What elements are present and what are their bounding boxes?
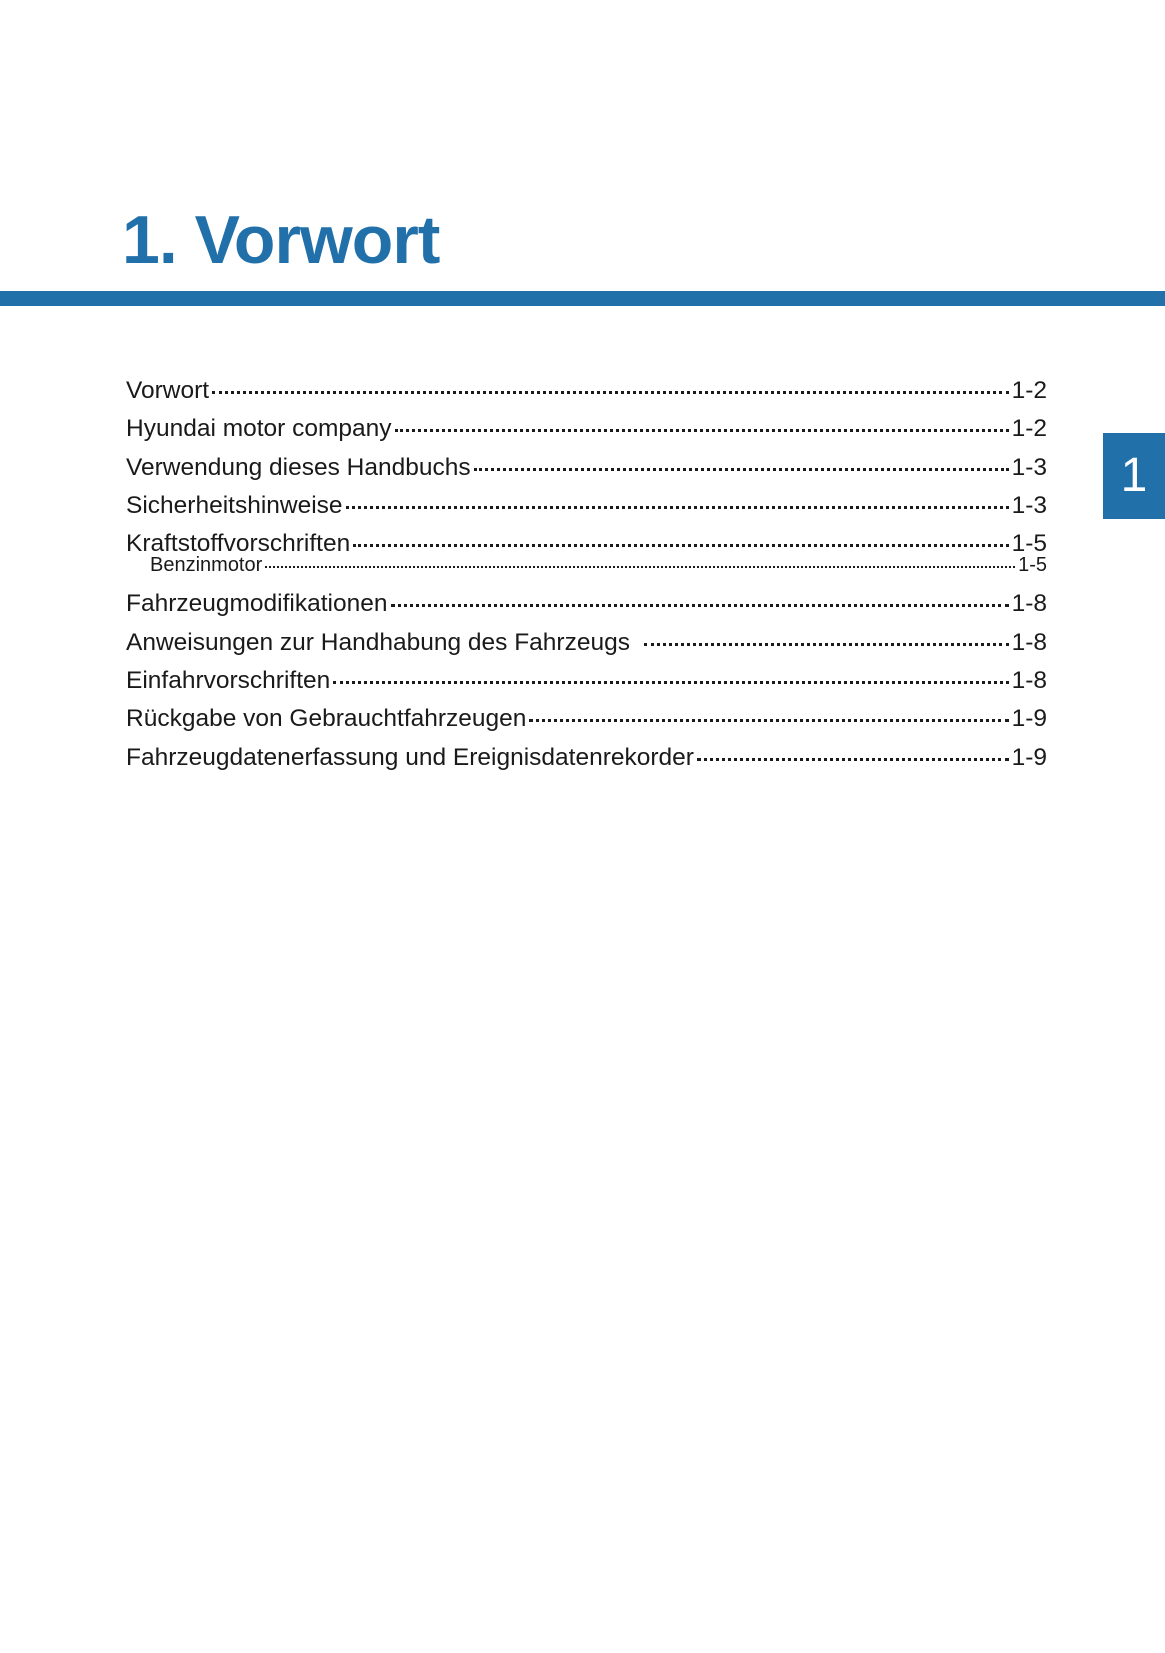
toc-entry-label: Benzinmotor bbox=[150, 554, 263, 577]
dot-leader bbox=[265, 566, 1015, 568]
toc-entry-label: Hyundai motor company bbox=[126, 415, 392, 443]
toc-entry-page: 1-9 bbox=[1011, 705, 1047, 733]
dot-leader bbox=[212, 391, 1009, 394]
toc-entry-page: 1-5 bbox=[1018, 554, 1047, 577]
toc-entry-fahrzeugmodifikationen[interactable] bbox=[126, 585, 1047, 623]
chapter-title: 1. Vorwort bbox=[122, 202, 440, 278]
toc-entry-label: Rückgabe von Gebrauchtfahrzeugen bbox=[126, 705, 527, 733]
dot-leader bbox=[333, 681, 1008, 684]
toc-entry-label: Kraftstoffvorschriften bbox=[126, 530, 351, 558]
toc-entry-label: Einfahrvorschriften bbox=[126, 667, 331, 695]
toc-entry-page: 1-2 bbox=[1011, 377, 1047, 404]
dot-leader bbox=[391, 604, 1009, 607]
dot-leader bbox=[529, 719, 1008, 722]
title-divider bbox=[0, 291, 1165, 306]
toc-entry-label: Sicherheitshinweise bbox=[126, 491, 343, 519]
toc-entry-page: 1-3 bbox=[1011, 453, 1047, 481]
toc-entry-page: 1-3 bbox=[1011, 491, 1047, 519]
toc-entry-hyundai-motor-company[interactable] bbox=[126, 410, 1047, 448]
toc-entry-label: Fahrzeugdatenerfassung und Ereignisdatenrekorder bbox=[126, 743, 694, 771]
dot-leader bbox=[353, 544, 1008, 547]
toc-entry-verwendung-dieses-handbuchs[interactable] bbox=[126, 449, 1047, 487]
dot-leader bbox=[474, 468, 1009, 471]
toc-entry-page: 1-8 bbox=[1011, 590, 1047, 618]
toc-entry-label: Anweisungen zur Handhabung des Fahrzeugs bbox=[126, 628, 630, 656]
toc-entry-page: 1-5 bbox=[1011, 530, 1047, 558]
dot-leader bbox=[644, 643, 1009, 646]
toc-entry-sicherheitshinweise[interactable] bbox=[126, 487, 1047, 525]
toc-entry-label: Vorwort bbox=[126, 377, 210, 404]
chapter-tab[interactable]: 1 bbox=[1103, 433, 1165, 519]
dot-leader bbox=[395, 429, 1009, 432]
toc-entry-page: 1-8 bbox=[1011, 628, 1047, 656]
toc-entry-page: 1-9 bbox=[1011, 743, 1047, 771]
toc-entry-rueckgabe-gebrauchtfahrzeugen[interactable] bbox=[126, 700, 1047, 738]
dot-leader bbox=[697, 758, 1009, 761]
toc-entry-label: Fahrzeugmodifikationen bbox=[126, 590, 388, 618]
toc-entry-label: Verwendung dieses Handbuchs bbox=[126, 453, 471, 481]
toc-entry-vorwort[interactable] bbox=[126, 372, 1047, 410]
toc-entry-fahrzeugdatenerfassung[interactable] bbox=[126, 739, 1047, 777]
dot-leader bbox=[346, 506, 1009, 509]
toc-entry-einfahrvorschriften[interactable] bbox=[126, 662, 1047, 700]
toc-entry-page: 1-2 bbox=[1011, 415, 1047, 443]
toc-entry-page: 1-8 bbox=[1011, 667, 1047, 695]
table-of-contents bbox=[126, 372, 1047, 777]
toc-entry-anweisungen-handhabung[interactable] bbox=[126, 624, 1047, 662]
